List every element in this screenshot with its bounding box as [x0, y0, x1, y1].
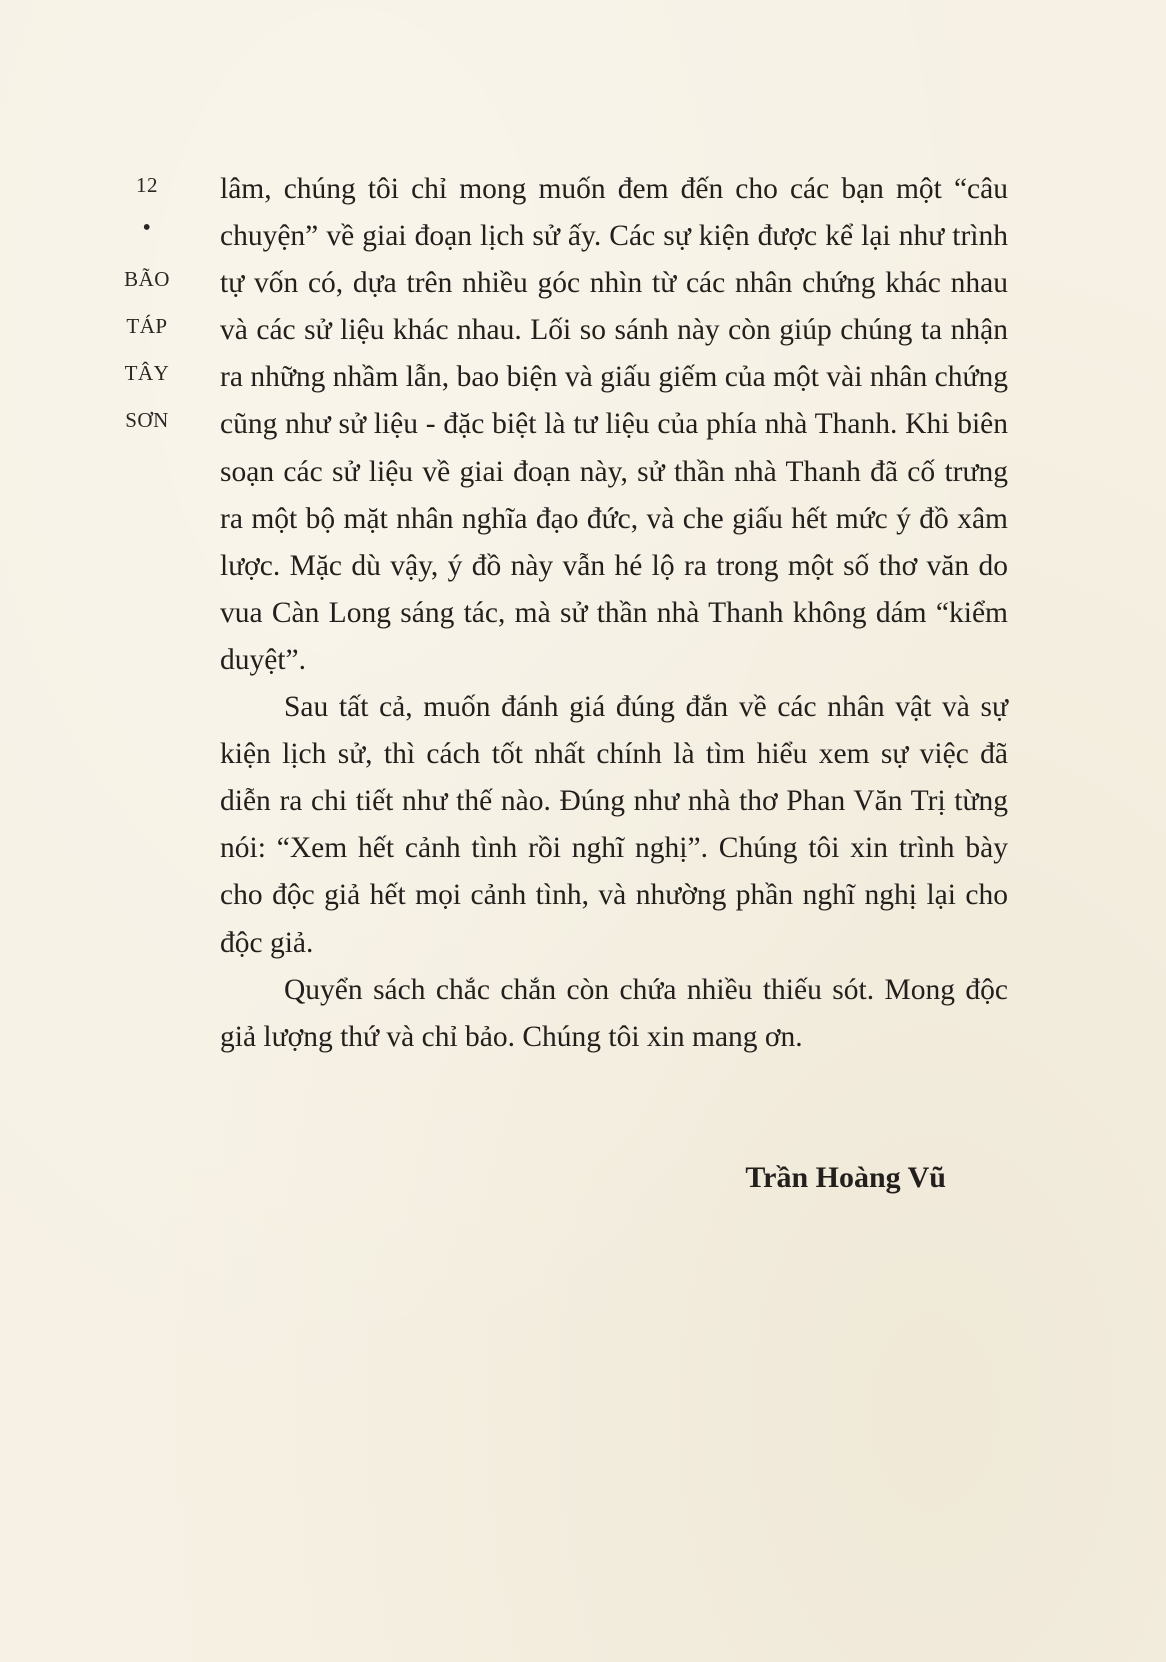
running-head-word: BÃO [124, 267, 170, 291]
paragraph: Quyển sách chắc chắn còn chứa nhiều thiếu sót. Mong độc giả lượng thứ và chỉ bảo. Chúng tôi xin mang ơn. [220, 973, 1008, 1053]
author-signature: Trần Hoàng Vũ [745, 1161, 946, 1194]
paragraph: Sau tất cả, muốn đánh giá đúng đắn về các nhân vật và sự kiện lịch sử, thì cách tốt nhất chính là tìm hiểu xem sự việc đã diễn ra chi tiết như thế nào. Đúng như nhà thơ Phan Văn Trị từng nói: “Xem hết cảnh tình rồi nghĩ nghị”. Chúng tôi xin trình bày cho độc giả hết mọi cảnh tình, và nhường phần nghĩ nghị lại cho độc giả. [220, 691, 1008, 959]
paragraph-continued: lâm, chúng tôi chỉ mong muốn đem đến cho các bạn một “câu chuyện” về giai đoạn lịch sử ấy. Các sự kiện được kể lại như trình tự vốn có, dựa trên nhiều góc nhìn từ các nhân chứng khác nhau và các sử liệu khác nhau. Lối so sánh này còn giúp chúng ta nhận ra những nhầm lẫn, bao biện và giấu giếm của một vài nhân chứng cũng như sử liệu - đặc biệt là tư liệu của phía nhà Thanh. Khi biên soạn các sử liệu về giai đoạn này, sử thần nhà Thanh đã cố trưng ra một bộ mặt nhân nghĩa đạo đức, và che giấu hết mức ý đồ xâm lược. Mặc dù vậy, ý đồ này vẫn hé lộ ra trong một số thơ văn do vua Càn Long sáng tác, mà sử thần nhà Thanh không dám “kiểm duyệt”. [220, 173, 1008, 676]
running-head [112, 168, 182, 450]
running-head-word: SƠN [125, 408, 169, 432]
running-head-word: TÁP [126, 314, 168, 338]
bullet-separator: • [142, 215, 152, 241]
body-text [220, 166, 1008, 1061]
running-head-word: TÂY [124, 361, 170, 385]
page-number: 12 [136, 173, 158, 197]
